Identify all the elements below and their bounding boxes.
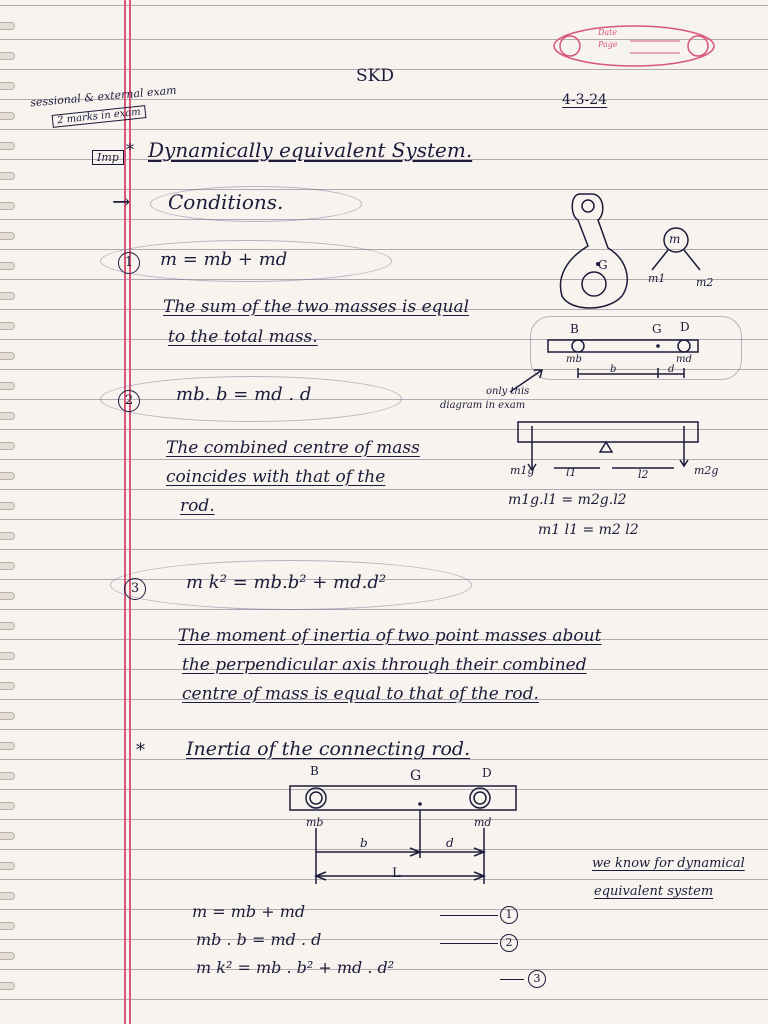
highlight-oval xyxy=(100,240,392,282)
equation-dash xyxy=(440,943,498,944)
spiral-hole xyxy=(0,832,15,840)
spiral-hole xyxy=(0,22,15,30)
badge-date-label: Date xyxy=(598,28,618,37)
spiral-hole xyxy=(0,172,15,180)
inertia-equation-2: mb . b = md . d xyxy=(196,930,322,949)
condition3-desc-line3: centre of mass is equal to that of the rod. xyxy=(182,684,539,704)
conditions-heading: Conditions. xyxy=(168,190,284,214)
spiral-hole xyxy=(0,82,15,90)
small-label-G: G xyxy=(652,322,662,336)
highlight-oval xyxy=(110,560,472,610)
equation-number-3: 3 xyxy=(528,970,546,988)
highlight-oval xyxy=(150,186,362,222)
diagram-note-line1: only this xyxy=(486,386,530,397)
spiral-hole xyxy=(0,232,15,240)
rod-label-d: d xyxy=(446,836,454,850)
spiral-hole xyxy=(0,982,15,990)
spiral-hole xyxy=(0,412,15,420)
lever-label-l1: l1 xyxy=(566,466,577,479)
lever-equation-2: m1 l1 = m2 l2 xyxy=(538,522,639,538)
inertia-equation-3: m k² = mb . b² + md . d² xyxy=(196,958,395,977)
spiral-hole xyxy=(0,712,15,720)
condition1-desc-line2: to the total mass. xyxy=(168,327,318,347)
spiral-hole xyxy=(0,112,15,120)
lever-label-l2: l2 xyxy=(638,468,649,481)
condition1-desc-line1: The sum of the two masses is equal xyxy=(163,297,470,317)
spiral-hole xyxy=(0,262,15,270)
small-label-md: md xyxy=(676,354,692,365)
connecting-rod-sketch xyxy=(548,186,728,316)
rod-sketch-m: m xyxy=(669,232,681,246)
lever-label-m2g: m2g xyxy=(694,464,719,477)
spiral-hole xyxy=(0,952,15,960)
spiral-hole xyxy=(0,742,15,750)
condition2-number: 2 xyxy=(118,390,140,412)
condition1-number: 1 xyxy=(118,252,140,274)
spiral-hole xyxy=(0,382,15,390)
condition1-equation: m = mb + md xyxy=(160,249,288,270)
equation-number-2: 2 xyxy=(500,934,518,952)
date: 4-3-24 xyxy=(562,92,608,108)
rod-label-mb: mb xyxy=(306,816,324,829)
spiral-hole xyxy=(0,922,15,930)
date-page-badge xyxy=(550,20,718,72)
lever-label-m1g: m1g xyxy=(510,464,535,477)
condition2-desc-line2: coincides with that of the xyxy=(166,467,386,487)
condition2-desc-line1: The combined centre of mass xyxy=(166,438,420,458)
subject-code: SKD xyxy=(356,66,394,86)
rod-label-D: D xyxy=(482,766,492,780)
small-label-b: b xyxy=(610,364,617,375)
rod-sketch-m2: m2 xyxy=(696,276,714,289)
rod-label-md: md xyxy=(474,816,492,829)
rod-sketch-m1: m1 xyxy=(648,272,666,285)
diagram-note-line2: diagram in exam xyxy=(440,400,526,411)
highlight-oval xyxy=(100,376,402,422)
inertia-star: * xyxy=(136,740,145,761)
badge-page-label: Page xyxy=(598,40,618,49)
condition3-desc-line1: The moment of inertia of two point masses about xyxy=(178,626,602,646)
side-note-line1: we know for dynamical xyxy=(592,856,745,871)
spiral-hole xyxy=(0,322,15,330)
rod-label-b: b xyxy=(360,836,368,850)
small-label-d: d xyxy=(668,364,675,375)
conditions-arrow: → xyxy=(112,190,131,215)
spiral-hole xyxy=(0,352,15,360)
spiral-hole xyxy=(0,442,15,450)
small-label-B: B xyxy=(570,322,579,336)
equation-number-1: 1 xyxy=(500,906,518,924)
spiral-hole xyxy=(0,622,15,630)
spiral-hole xyxy=(0,892,15,900)
marks-note: 2 marks in exam xyxy=(52,105,147,128)
exam-note: sessional & external exam xyxy=(29,83,178,110)
equation-dash xyxy=(500,979,524,980)
lever-diagram xyxy=(514,418,714,478)
page-title: Dynamically equivalent System. xyxy=(148,138,473,162)
condition3-desc-line2: the perpendicular axis through their combined xyxy=(182,655,587,675)
spiral-hole xyxy=(0,142,15,150)
connecting-rod-diagram xyxy=(286,780,526,890)
spiral-hole xyxy=(0,682,15,690)
small-label-D: D xyxy=(680,320,690,334)
spiral-hole xyxy=(0,592,15,600)
spiral-hole xyxy=(0,292,15,300)
spiral-hole xyxy=(0,652,15,660)
title-star: * xyxy=(126,140,134,159)
badge-frame-icon xyxy=(550,20,718,72)
rod-label-L: L xyxy=(392,866,401,881)
condition2-equation: mb. b = md . d xyxy=(176,384,312,405)
lever-equation-1: m1g.l1 = m2g.l2 xyxy=(508,492,627,508)
spiral-hole xyxy=(0,802,15,810)
small-label-mb: mb xyxy=(566,354,582,365)
spiral-hole xyxy=(0,772,15,780)
inertia-heading: Inertia of the connecting rod. xyxy=(186,738,471,760)
equation-dash xyxy=(440,915,498,916)
spiral-hole xyxy=(0,532,15,540)
rod-label-G: G xyxy=(410,768,422,784)
spiral-hole xyxy=(0,502,15,510)
spiral-hole xyxy=(0,52,15,60)
condition3-number: 3 xyxy=(124,578,146,600)
spiral-hole xyxy=(0,472,15,480)
spiral-hole xyxy=(0,562,15,570)
spiral-hole xyxy=(0,202,15,210)
rod-label-B: B xyxy=(310,764,319,778)
imp-tag: Imp xyxy=(92,150,124,165)
condition3-equation: m k² = mb.b² + md.d² xyxy=(186,572,387,593)
spiral-hole xyxy=(0,862,15,870)
inertia-equation-1: m = mb + md xyxy=(192,902,306,921)
condition2-desc-line3: rod. xyxy=(180,496,215,516)
rod-sketch-G: G xyxy=(598,258,608,272)
side-note-line2: equivalent system xyxy=(594,884,714,899)
